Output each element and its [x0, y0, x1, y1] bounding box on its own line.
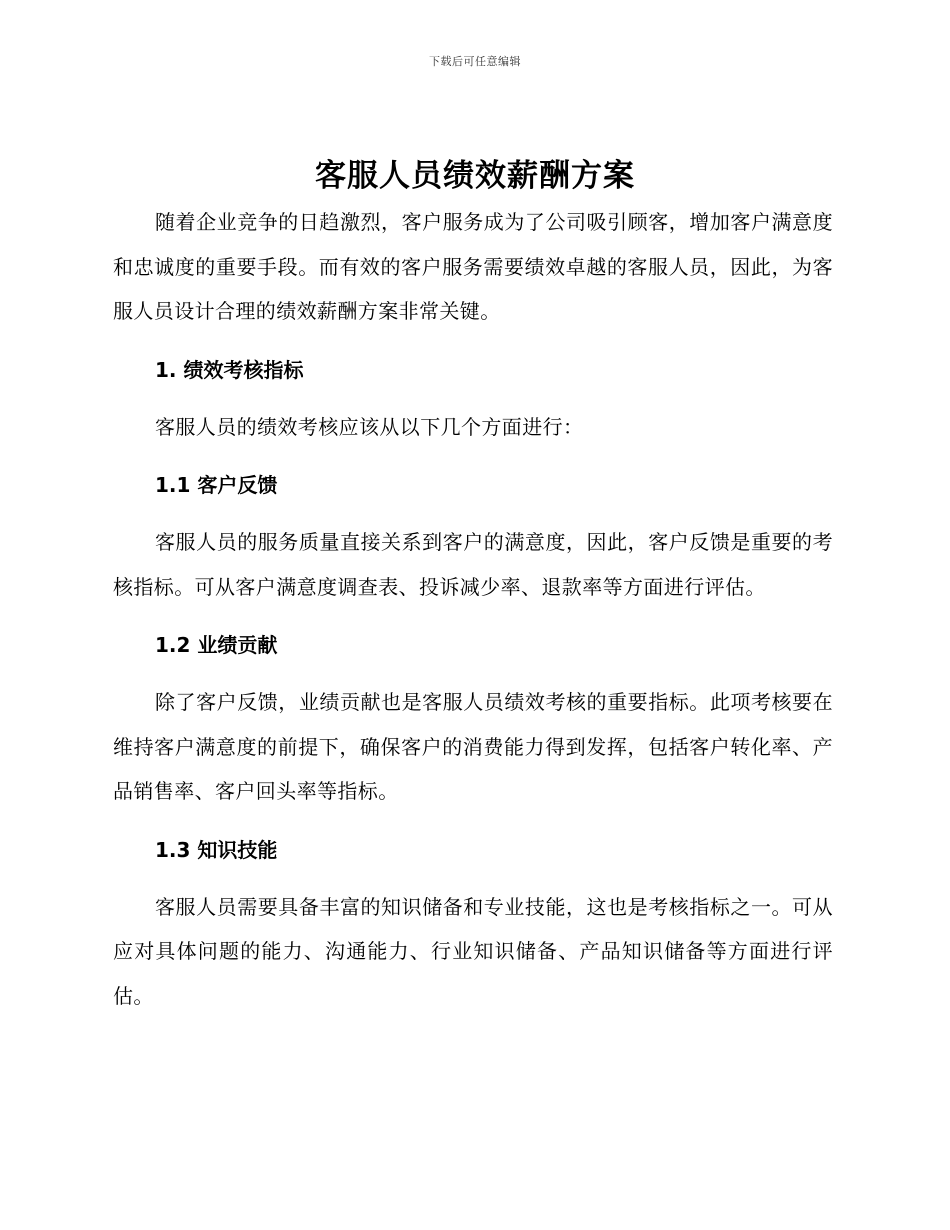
document-body: [113, 200, 833, 1018]
section-1-3-paragraph: 客服人员需要具备丰富的知识储备和专业技能，这也是考核指标之一。可从应对具体问题的能力、沟通能力、行业知识储备、产品知识储备等方面进行评估。: [113, 894, 833, 1008]
document-title: 客服人员绩效薪酬方案: [315, 158, 635, 194]
intro-paragraph: 随着企业竞争的日趋激烈，客户服务成为了公司吸引顾客，增加客户满意度和忠诚度的重要手段。而有效的客户服务需要绩效卓越的客服人员，因此，为客服人员设计合理的绩效薪酬方案非常关键。: [113, 210, 833, 323]
header-note: 下载后可任意编辑: [429, 55, 521, 68]
section-1-heading: 1. 绩效考核指标: [155, 357, 304, 382]
section-1-2-paragraph: 除了客户反馈，业绩贡献也是客服人员绩效考核的重要指标。此项考核要在维持客户满意度的前提下，确保客户的消费能力得到发挥，包括客户转化率、产品销售率、客户回头率等指标。: [113, 690, 833, 803]
section-1-3-heading: 1.3 知识技能: [155, 837, 278, 862]
section-1-2-heading: 1.2 业绩贡献: [155, 633, 278, 657]
section-1-1-paragraph: 客服人员的服务质量直接关系到客户的满意度，因此，客户反馈是重要的考核指标。可从客户满意度调查表、投诉减少率、退款率等方面进行评估。: [113, 530, 833, 599]
section-1-paragraph: 客服人员的绩效考核应该从以下几个方面进行：: [155, 414, 584, 439]
section-1-1-heading: 1.1 客户反馈: [155, 473, 278, 497]
